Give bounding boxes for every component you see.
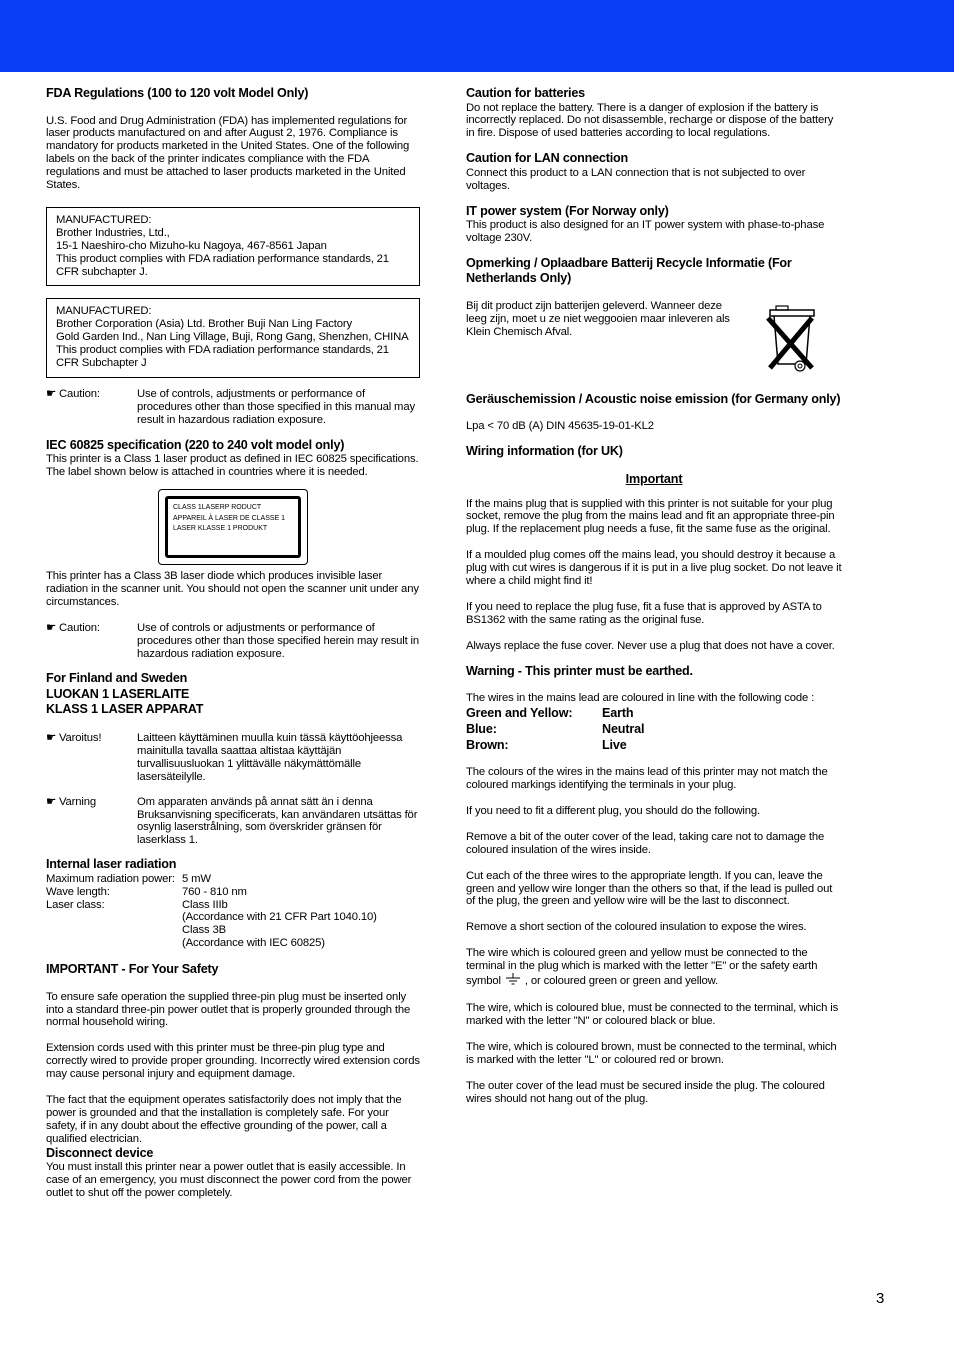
wires-paragraph-6-start: The wire which is coloured green and yellow must be connected to the terminal in the plug which is marked with the letter "E" or the safety earth symbol: [466, 947, 818, 988]
varoitus-note: [46, 732, 420, 784]
fda-heading: FDA Regulations (100 to 120 volt Model Only): [46, 86, 309, 100]
varoitus-label: ☛ Varoitus!: [46, 731, 102, 744]
laser-label-line: LASER KLASSE 1 PRODUKT: [173, 525, 268, 533]
box-line: Brother Corporation (Asia) Ltd. Brother Buji Nan Ling Factory: [56, 318, 353, 331]
wires-paragraph-1: The colours of the wires in the mains lead of this printer may not match the coloured markings identifying the terminals in your plug.: [466, 766, 828, 792]
caution-note: [46, 388, 420, 427]
safety-paragraph-3: The fact that the equipment operates satisfactorily does not imply that the power is grounded and that the installation is completely safe. For your safety, if in any doubt about the effective grounding of the power, call a qualified electrician.: [46, 1094, 402, 1145]
spec-key: [46, 924, 182, 937]
wires-paragraph-7: The wire, which is coloured blue, must be connected to the terminal, which is marked with the letter "N" or coloured black or blue.: [466, 1002, 839, 1027]
varning-text: Om apparaten används på annat sätt än i denna Bruksanvisning specificerats, kan användaren utsättas för osynlig laserstrålning, som överskrider gränsen för laserklass 1.: [137, 795, 418, 847]
wires-paragraph-2: If you need to fit a different plug, you should do the following.: [466, 804, 761, 817]
caution-label: ☛ Caution:: [46, 621, 100, 634]
wire-row: [466, 705, 842, 721]
spec-row: [46, 911, 420, 924]
disconnect-heading: Disconnect device: [46, 1145, 154, 1160]
box-line: Gold Garden Ind., Nan Ling Village, Buji, Rong Gang, Shenzhen, CHINA: [56, 331, 409, 344]
wire-colour: Brown:: [466, 738, 509, 753]
netherlands-paragraph: Bij dit product zijn batterijen geleverd. Wanneer deze leeg zijn, moet u ze niet weggooien maar inleveren als Klein Chemisch Afval.: [466, 299, 730, 338]
caution-text: Use of controls or adjustments or performance of procedures other than those specified herein may result in hazardous radiation exposure.: [137, 621, 420, 660]
wire-function: Live: [602, 738, 627, 753]
spec-value: Class 3B: [182, 924, 227, 937]
wires-intro: The wires in the mains lead are coloured in line with the following code :: [466, 692, 815, 705]
finland-heading-2: LUOKAN 1 LASERLAITE: [46, 686, 190, 701]
caution-label: ☛ Caution:: [46, 388, 100, 400]
laser-label-figure: [46, 489, 420, 565]
spec-value: Class IIIb: [182, 898, 228, 911]
wires-paragraph-4: Cut each of the three wires to the appropriate length. If you can, leave the green and yellow wire longer than the others so that, if the lead is pulled out of the plug, the green and yellow wire will be the last to disconnect.: [466, 869, 833, 908]
netherlands-row: [466, 300, 842, 378]
varning-label: ☛ Varning: [46, 795, 97, 808]
wires-paragraph-6-end: , or coloured green or green and yellow.: [524, 975, 718, 988]
noise-heading: Geräuschemission / Acoustic noise emission (for Germany only): [466, 391, 841, 406]
box-line: This product complies with FDA radiation performance standards, 21 CFR subchapter J.: [56, 252, 389, 278]
uk-paragraph-1: If the mains plug that is supplied with this printer is not suitable for your plug socket, remove the plug from the mains lead and fit an appropriate three-pin plug. If the replacement plug needs a fuse, fit the same fuse as the original.: [466, 497, 835, 536]
caution-text: Use of controls, adjustments or performance of procedures other than those specified in this manual may result in hazardous radiation exposure.: [137, 388, 415, 426]
uk-paragraph-3: If you need to replace the plug fuse, fit a fuse that is approved by ASTA to BS1362 with the same rating as the original fuse.: [466, 601, 822, 626]
class3b-paragraph: This printer has a Class 3B laser diode which produces invisible laser radiation in the scanner unit. You should not open the scanner unit under any circumstances.: [46, 570, 419, 608]
spec-key: Maximum radiation power:: [46, 872, 175, 885]
spec-value: 760 - 810 nm: [182, 885, 247, 898]
wire-colour: Blue:: [466, 722, 497, 737]
earth-symbol-icon: [504, 973, 522, 989]
norway-heading: IT power system (For Norway only): [466, 203, 669, 218]
wiring-heading: Wiring information (for UK): [466, 444, 623, 459]
lan-paragraph: Connect this product to a LAN connection that is not subjected to over voltages.: [466, 166, 806, 192]
noise-value: Lpa < 70 dB (A) DIN 45635-19-01-KL2: [466, 420, 654, 433]
laser-label-line: CLASS 1LASERP RODUCT: [173, 504, 262, 512]
spec-row: [46, 886, 420, 899]
spec-key: [46, 937, 182, 950]
box-line: Brother Industries, Ltd.,: [56, 226, 170, 239]
spec-row: [46, 899, 420, 912]
wires-paragraph-6: [466, 947, 842, 989]
laser-label-line: APPAREIL À LASER DE CLASSE 1: [173, 514, 286, 522]
wires-paragraph-3: Remove a bit of the outer cover of the lead, taking care not to damage the coloured insulation of the wires inside.: [466, 830, 825, 856]
spec-row: [46, 873, 420, 886]
safety-paragraph-2: Extension cords used with this printer must be three-pin plug type and correctly wired to provide proper grounding. Incorrectly wired extension cords may cause personal injury and equipment damage.: [46, 1042, 420, 1081]
manufacturer-box-china: [46, 298, 420, 378]
iec-paragraph: This printer is a Class 1 laser product as defined in IEC 60825 specifications. The label shown below is attached in countries where it is needed.: [46, 453, 419, 479]
wire-function: Earth: [602, 706, 634, 721]
wire-row: [466, 737, 842, 753]
uk-paragraph-2: If a moulded plug comes off the mains lead, you should destroy it because a plug with cut wires is dangerous if it is put in a live plug socket. Do not leave it where a child might find it!: [466, 549, 842, 588]
varoitus-text: Laitteen käyttäminen muulla kuin tässä käyttöohjeessa mainitulla tavalla saattaa altistaa käyttäjän turvallisuusluokan 1 ylittävälle näkymättömälle lasersäteilylle.: [137, 731, 403, 783]
internal-laser-heading: Internal laser radiation: [46, 857, 177, 872]
laser-spec-table: [46, 873, 420, 950]
disconnect-paragraph: You must install this printer near a power outlet that is easily accessible. In case of an emergency, you must disconnect the power cord from the power outlet to shut off the power completely.: [46, 1161, 412, 1200]
header-banner: [0, 0, 954, 72]
wires-paragraph-9: The outer cover of the lead must be secured inside the plug. The coloured wires should not hang out of the plug.: [466, 1079, 825, 1105]
wire-colour: Green and Yellow:: [466, 706, 573, 721]
wire-row: [466, 721, 842, 737]
page-number: 3: [876, 1290, 885, 1307]
wires-paragraph-8: The wire, which is coloured brown, must be connected to the terminal, which is marked with the letter "L" or coloured red or brown.: [466, 1040, 837, 1066]
safety-paragraph-1: To ensure safe operation the supplied three-pin plug must be inserted only into a standard three-pin power outlet that is properly grounded through the normal household wiring.: [46, 990, 411, 1029]
spec-value: (Accordance with IEC 60825): [182, 937, 325, 950]
lan-heading: Caution for LAN connection: [466, 151, 629, 166]
spec-value: 5 mW: [182, 872, 211, 885]
box-line: MANUFACTURED:: [56, 213, 152, 226]
netherlands-heading: Opmerking / Oplaadbare Batterij Recycle Informatie (For Netherlands Only): [466, 255, 792, 286]
uk-paragraph-4: Always replace the fuse cover. Never use a plug that does not have a cover.: [466, 639, 835, 652]
manufacturer-box-japan: [46, 207, 420, 287]
batteries-heading: Caution for batteries: [466, 86, 585, 100]
box-line: This product complies with FDA radiation performance standards, 21 CFR Subchapter J: [56, 344, 389, 370]
varning-note: [46, 796, 420, 848]
spec-row: [46, 924, 420, 937]
spec-key: Laser class:: [46, 898, 105, 911]
spec-row: [46, 937, 420, 950]
finland-heading-1: For Finland and Sweden: [46, 671, 188, 686]
batteries-paragraph: Do not replace the battery. There is a danger of explosion if the battery is incorrectly replaced. Do not disassemble, recharge or dispose of the battery in fire. Dispose of used batteries according to local regulations.: [466, 101, 834, 140]
finland-heading-3: KLASS 1 LASER APPARAT: [46, 702, 204, 717]
box-line: 15-1 Naeshiro-cho Mizuho-ku Nagoya, 467-8561 Japan: [56, 239, 327, 252]
important-subheading: Important: [625, 471, 683, 486]
spec-value: (Accordance with 21 CFR Part 1040.10): [182, 911, 377, 924]
wire-colour-table: [466, 705, 842, 753]
wires-paragraph-5: Remove a short section of the coloured insulation to expose the wires.: [466, 921, 807, 934]
class1-laser-label: [158, 489, 308, 565]
box-line: MANUFACTURED:: [56, 305, 152, 318]
crossed-bin-icon: [762, 302, 822, 378]
fda-paragraph: U.S. Food and Drug Administration (FDA) has implemented regulations for laser products manufactured on and after August 2, 1976. Compliance is mandatory for products marketed in the United States. One of the following labels on the back of the printer indicates compliance with the FDA regulations and must be attached to laser products marketed in the United States.: [46, 114, 410, 192]
spec-key: Wave length:: [46, 885, 110, 898]
earthed-heading: Warning - This printer must be earthed.: [466, 663, 693, 678]
wire-function: Neutral: [602, 722, 645, 737]
caution-note-2: [46, 622, 420, 661]
spec-key: [46, 911, 182, 924]
safety-heading: IMPORTANT - For Your Safety: [46, 962, 219, 977]
left-column: [46, 86, 420, 1200]
iec-heading: IEC 60825 specification (220 to 240 volt model only): [46, 437, 345, 452]
norway-paragraph: This product is also designed for an IT power system with phase-to-phase voltage 230V.: [466, 219, 825, 244]
right-column: [466, 86, 842, 1105]
